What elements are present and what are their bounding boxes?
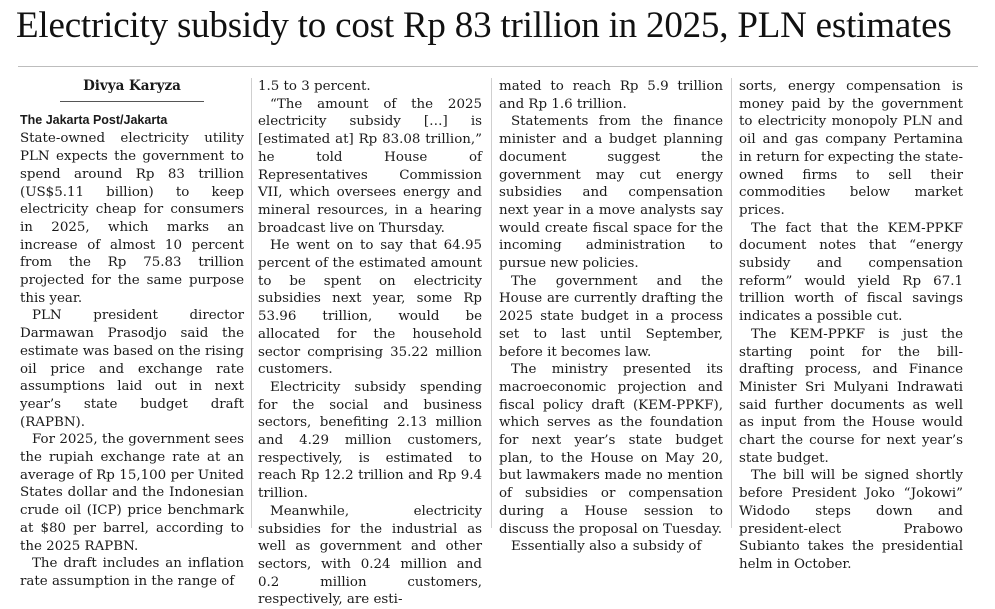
paragraph: The fact that the KEM-PPKF document notes that “energy subsidy and compensation reform” would yield Rp 67.1 trillion worth of fiscal savings indicates a possible cut.	[739, 220, 963, 325]
paragraph: The KEM-PPKF is just the starting point for the bill-drafting process, and Finance Minister Sri Mulyani Indrawati said further documents as well as input from the House would chart the course for next year’s state budget.	[739, 326, 963, 466]
paragraph: The draft includes an inflation rate assumption in the range of	[20, 556, 244, 589]
paragraph: He went on to say that 64.95 percent of the estimated amount to be spent on electricity subsidies next year, some Rp 53.96 trillion, would be allocated for the household sector comprising 35.22 million customers.	[258, 238, 482, 378]
byline: Divya Karyza	[60, 78, 204, 102]
paragraph: “The amount of the 2025 electricity subsidy […] is [estimated at] Rp 83.08 trillion,” he told House of Representatives Commission VII, which oversees energy and mineral resources, in a hearing broadcast live on Thursday.	[258, 96, 482, 236]
paragraph: PLN president director Darmawan Prasodjo said the estimate was based on the rising oil price and exchange rate assumptions laid out in next year’s state budget draft (RAPBN).	[20, 308, 244, 430]
article-column-1	[20, 78, 244, 589]
column-divider	[251, 78, 252, 528]
article-headline: Electricity subsidy to cost Rp 83 trillion in 2025, PLN estimates	[16, 5, 952, 46]
paragraph: State-owned electricity utility PLN expects the government to spend around Rp 83 trillion (US$5.11 billion) to keep electricity cheap for consumers in 2025, which marks an increase of almost 10 percent from the Rp 75.83 trillion projected for the same purpose this year.	[20, 131, 244, 306]
article-column-4	[739, 78, 963, 572]
headline-rule	[18, 66, 978, 67]
paragraph: Essentially also a subsidy of	[511, 539, 702, 555]
paragraph: mated to reach Rp 5.9 trillion and Rp 1.6 trillion.	[499, 79, 723, 112]
paragraph: 1.5 to 3 percent.	[258, 79, 371, 94]
paragraph: sorts, energy compensation is money paid by the government to electricity monopoly PLN and oil and gas company Pertamina in return for expecting the state-owned firms to sell their commodities below market prices.	[739, 79, 963, 218]
paragraph: Electricity subsidy spending for the social and business sectors, benefiting 2.13 million and 4.29 million customers, respectively, is estimated to reach Rp 12.2 trillion and Rp 9.4 trillion.	[258, 379, 482, 502]
article-column-2	[258, 78, 482, 608]
paragraph: For 2025, the government sees the rupiah exchange rate at an average of Rp 15,100 per United States dollar and the Indonesian crude oil (ICP) price benchmark at $80 per barrel, according to the 2025 RAPBN.	[20, 432, 244, 554]
paragraph: The ministry presented its macroeconomic projection and fiscal policy draft (KEM-PPKF), which serves as the foundation for next year’s state budget plan, to the House on May 20, but lawmakers made no mention of subsidies or compensation during a House session to discuss the proposal on Tuesday.	[499, 362, 723, 537]
article-column-3	[499, 78, 723, 555]
dateline: The Jakarta Post/Jakarta	[20, 112, 168, 127]
paragraph: The bill will be signed shortly before President Joko “Jokowi” Widodo steps down and president-elect Prabowo Subianto takes the presidential helm in October.	[739, 468, 963, 572]
column-divider	[491, 78, 492, 528]
paragraph: Statements from the finance minister and a budget planning document suggest the government may cut energy subsidies and compensation next year in a move analysts say would create fiscal space for the incoming administration to pursue new policies.	[499, 114, 723, 272]
paragraph: The government and the House are currently drafting the 2025 state budget in a process set to last until September, before it becomes law.	[499, 273, 723, 360]
column-divider	[731, 78, 732, 528]
paragraph: Meanwhile, electricity subsidies for the industrial as well as government and other sectors, with 0.24 million and 0.2 million customers, respectively, are esti-	[258, 503, 482, 608]
